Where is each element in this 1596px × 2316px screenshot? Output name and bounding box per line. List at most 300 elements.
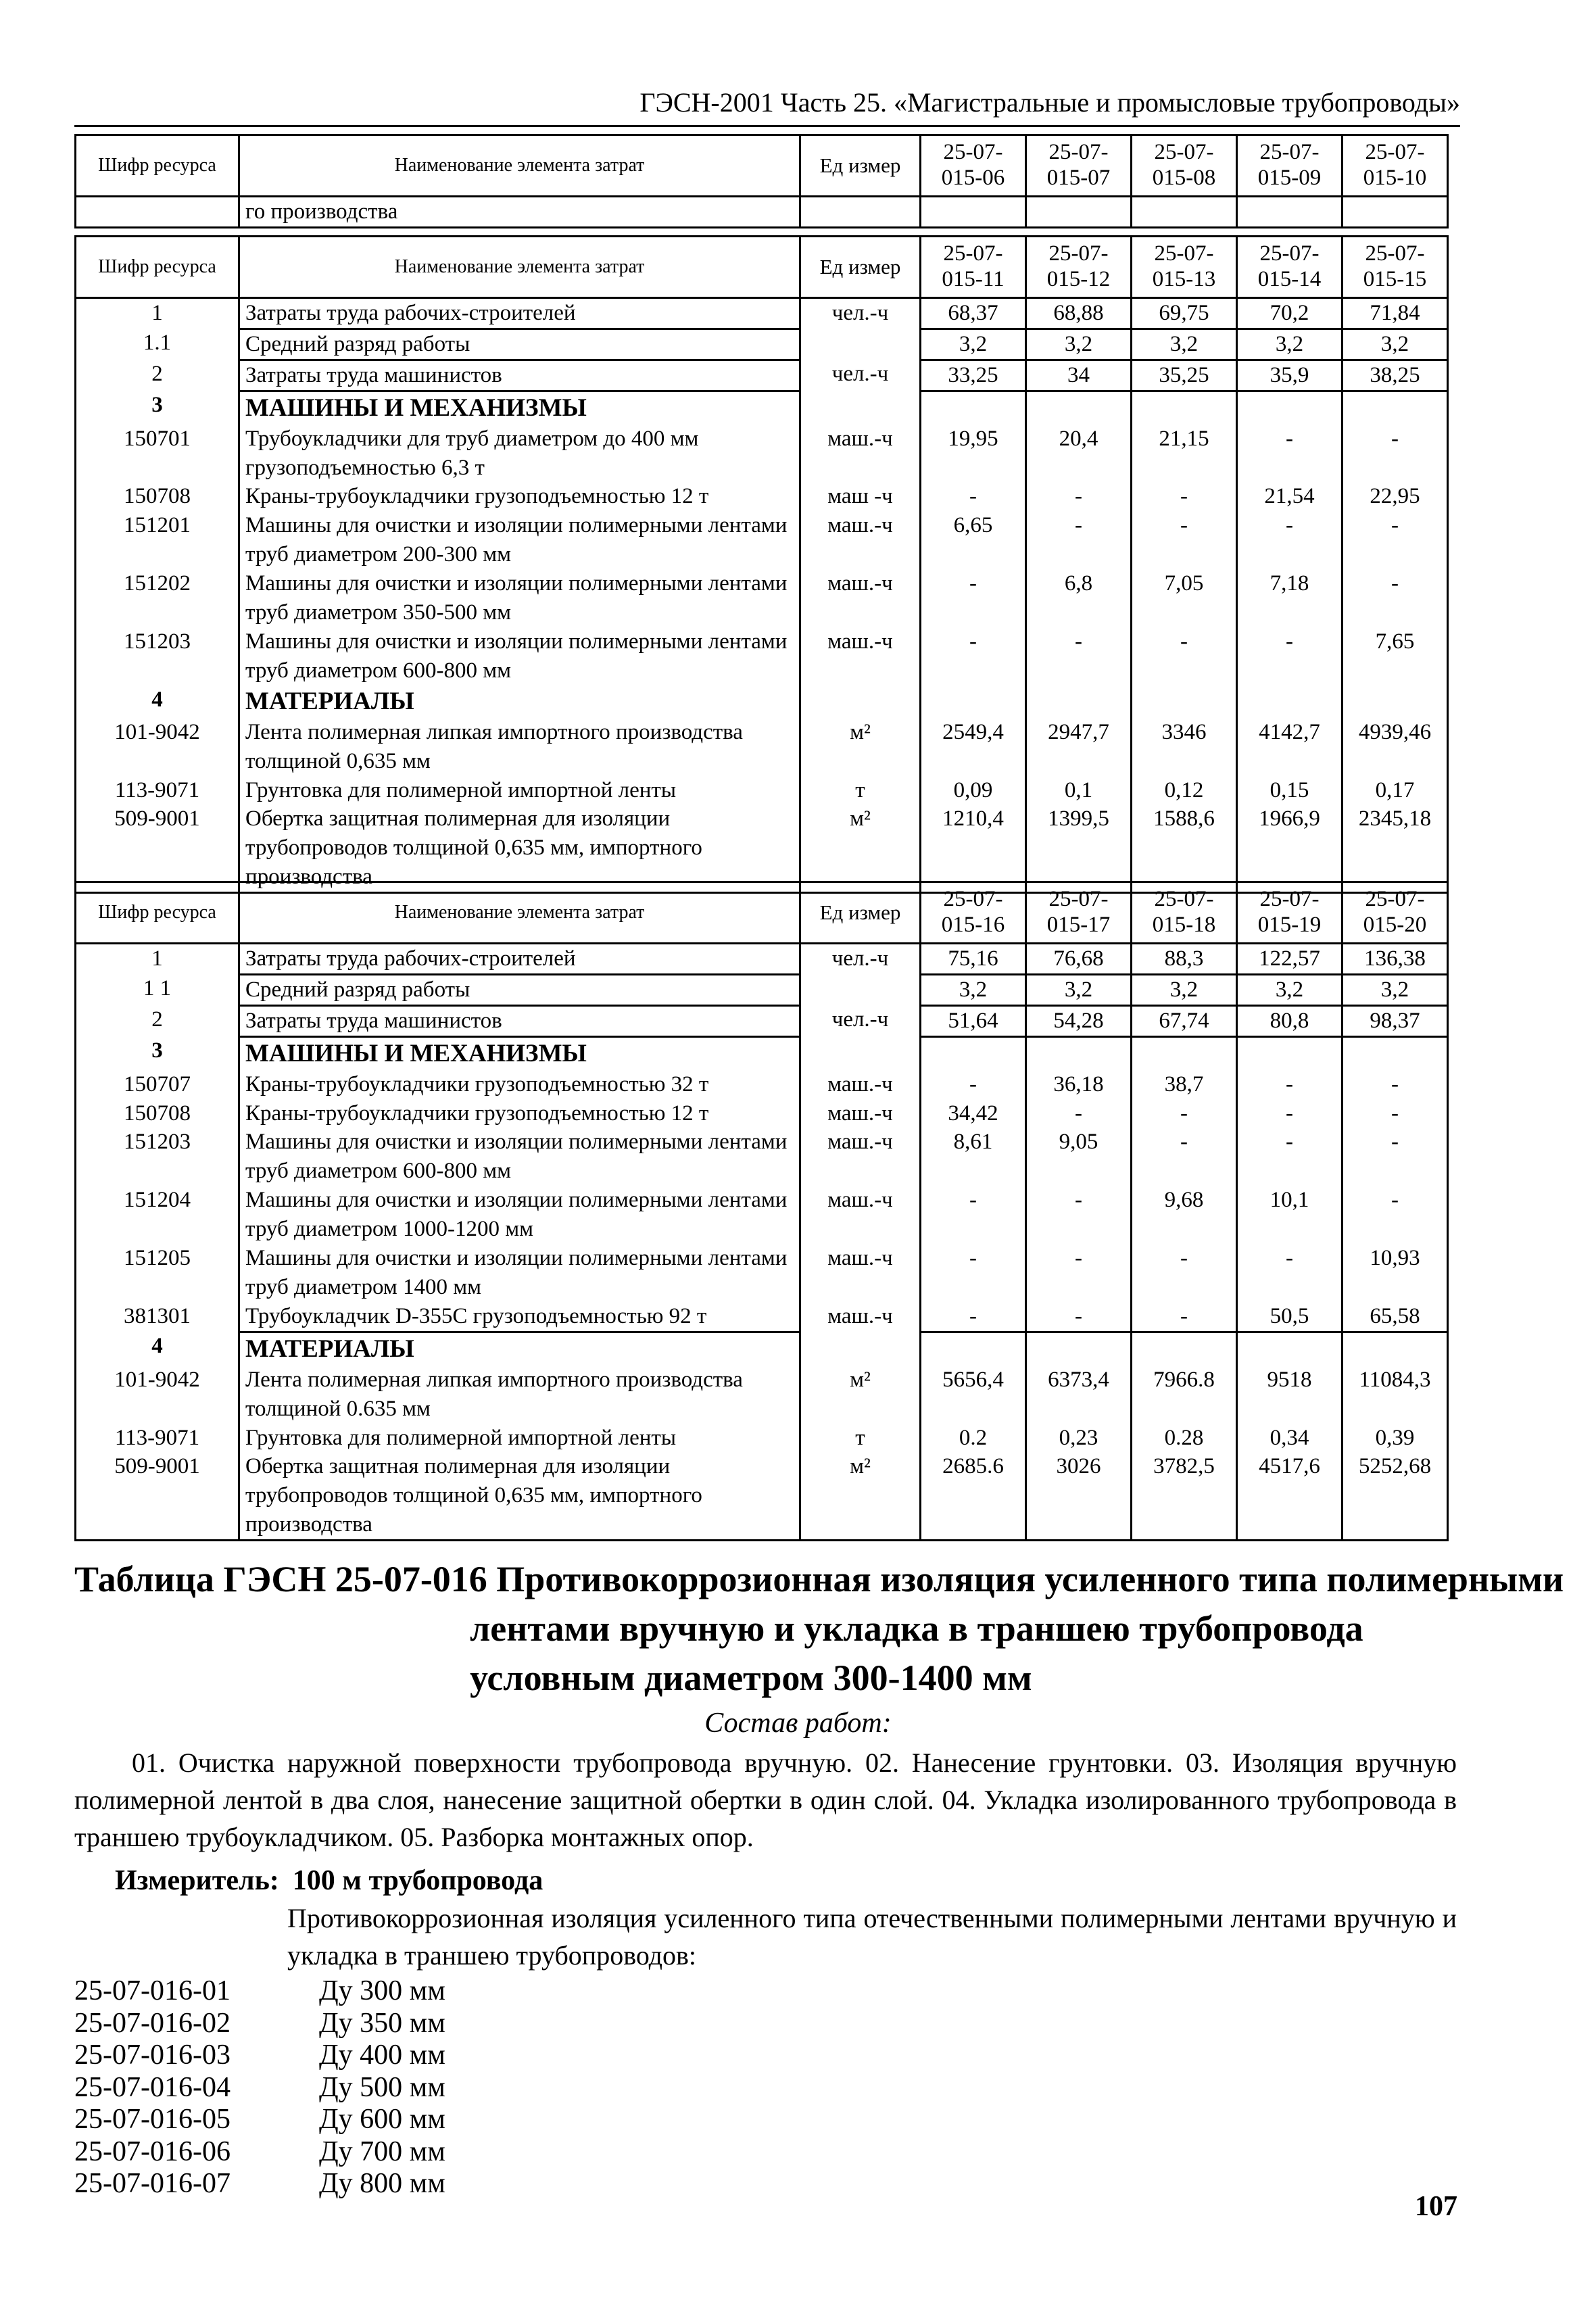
- cell-value: 71,84: [1343, 297, 1448, 329]
- cell-name: Трубоукладчики для труб диаметром до 400 мм грузоподъемностью 6,3 т: [239, 425, 800, 483]
- cell-value: [921, 196, 1026, 227]
- cell-value: 4517,6: [1237, 1452, 1343, 1540]
- cell-value: 0,15: [1237, 776, 1343, 805]
- cell-code: 509-9001: [76, 1452, 239, 1540]
- cell-value: 2685.6: [921, 1452, 1026, 1540]
- cell-code: 151203: [76, 627, 239, 685]
- cell-value: 3,2: [1237, 974, 1343, 1005]
- cell-name: Затраты труда машинистов: [239, 360, 800, 391]
- cell-value: 75,16: [921, 943, 1026, 974]
- table-row: [76, 1005, 1448, 1036]
- col-header-norm: 25-07- 015-16: [921, 882, 1026, 944]
- col-header-norm: 25-07- 015-07: [1026, 135, 1132, 197]
- table-row: [76, 1302, 1448, 1332]
- cell-value: [1132, 196, 1237, 227]
- cell-name: Машины для очистки и изоляции полимерными лентами труб диаметром 1400 мм: [239, 1244, 800, 1302]
- col-header-norm: 25-07- 015-18: [1132, 882, 1237, 944]
- cell-value: 0,12: [1132, 776, 1237, 805]
- cell-value: 6,65: [921, 511, 1026, 569]
- col-header-code: Шифр ресурса: [76, 135, 239, 197]
- col-header-norm: 25-07- 015-20: [1343, 882, 1448, 944]
- norm-item: [74, 2072, 445, 2104]
- table-header-row: [76, 237, 1448, 298]
- table-16-title-rest: лентами вручную и укладка в траншею трубопровода условным диаметром 300-1400 мм: [470, 1608, 1363, 1698]
- cell-value: -: [1026, 1186, 1132, 1244]
- table-row: [76, 1128, 1448, 1186]
- table-row: [76, 329, 1448, 360]
- cell-value: [1026, 196, 1132, 227]
- cell-value: [1343, 391, 1448, 425]
- cell-value: [1026, 1036, 1132, 1070]
- cell-value: [1237, 1332, 1343, 1366]
- cell-value: -: [1343, 511, 1448, 569]
- cell-value: 9,05: [1026, 1128, 1132, 1186]
- cell-name: Обертка защитная полимерная для изоляции трубопроводов толщиной 0,635 мм, импортного производства: [239, 1452, 800, 1540]
- norm-item-label: Ду 300 мм: [319, 1975, 445, 2006]
- cell-value: 6373,4: [1026, 1366, 1132, 1424]
- cell-name: Машины для очистки и изоляции полимерными лентами труб диаметром 350-500 мм: [239, 569, 800, 627]
- cell-value: 3,2: [1237, 329, 1343, 360]
- col-header-norm: 25-07- 015-12: [1026, 237, 1132, 298]
- cell-code: 151204: [76, 1186, 239, 1244]
- cell-value: 5656,4: [921, 1366, 1026, 1424]
- cell-value: -: [1343, 1070, 1448, 1099]
- table-16-title-line1: Таблица ГЭСН 25-07-016 Противокоррозионная изоляция усиленного типа полимерными: [74, 1559, 1564, 1599]
- cell-value: 35,9: [1237, 360, 1343, 391]
- cell-name: Затраты труда рабочих-строителей: [239, 943, 800, 974]
- table-row: [76, 569, 1448, 627]
- cell-unit: м²: [800, 804, 921, 892]
- cell-value: [1026, 1332, 1132, 1366]
- cell-value: 50,5: [1237, 1302, 1343, 1332]
- table-row: [76, 804, 1448, 892]
- cell-value: 6,8: [1026, 569, 1132, 627]
- cell-value: 0,09: [921, 776, 1026, 805]
- cell-code: 101-9042: [76, 1366, 239, 1424]
- cell-value: 22,95: [1343, 482, 1448, 511]
- table-row: [76, 511, 1448, 569]
- cell-value: 68,88: [1026, 297, 1132, 329]
- table-row: [76, 1424, 1448, 1453]
- col-header-name: Наименование элемента затрат: [239, 237, 800, 298]
- cell-code: 151201: [76, 511, 239, 569]
- cell-value: -: [1026, 1099, 1132, 1128]
- cell-value: [1132, 1036, 1237, 1070]
- cell-value: [1343, 685, 1448, 718]
- table-row: [76, 974, 1448, 1005]
- cell-value: 1399,5: [1026, 804, 1132, 892]
- col-header-norm: 25-07- 015-06: [921, 135, 1026, 197]
- cell-value: 33,25: [921, 360, 1026, 391]
- table-16-title: [74, 1555, 1564, 1703]
- cell-value: 65,58: [1343, 1302, 1448, 1332]
- table-row: [76, 685, 1448, 718]
- cell-name: Краны-трубоукладчики грузоподъемностью 32 т: [239, 1070, 800, 1099]
- resource-table-015-11-15: [74, 235, 1449, 894]
- running-header: ГЭСН-2001 Часть 25. «Магистральные и промысловые трубопроводы»: [74, 87, 1460, 127]
- norm-item-label: Ду 350 мм: [319, 2007, 445, 2039]
- cell-value: -: [1343, 569, 1448, 627]
- cell-value: -: [1343, 1128, 1448, 1186]
- cell-value: -: [1237, 1070, 1343, 1099]
- measure-value: 100 м трубопровода: [292, 1865, 543, 1896]
- cell-unit: [800, 196, 921, 227]
- cell-code: 2: [76, 1005, 239, 1036]
- cell-value: 7966.8: [1132, 1366, 1237, 1424]
- measure-label: Измеритель:: [115, 1865, 279, 1896]
- cell-value: -: [921, 627, 1026, 685]
- table-header-row: [76, 135, 1448, 197]
- cell-section-name: МАТЕРИАЛЫ: [239, 1332, 800, 1366]
- cell-unit: маш.-ч: [800, 1302, 921, 1332]
- cell-name: Машины для очистки и изоляции полимерными лентами труб диаметром 600-800 мм: [239, 1128, 800, 1186]
- cell-name: Машины для очистки и изоляции полимерными лентами труб диаметром 600-800 мм: [239, 627, 800, 685]
- cell-value: 51,64: [921, 1005, 1026, 1036]
- cell-unit: [800, 1036, 921, 1070]
- col-header-norm: 25-07- 015-14: [1237, 237, 1343, 298]
- cell-value: 3346: [1132, 718, 1237, 776]
- norm-item: [74, 1975, 445, 2008]
- cell-code: 3: [76, 1036, 239, 1070]
- cell-code: 150708: [76, 482, 239, 511]
- cell-unit: чел.-ч: [800, 943, 921, 974]
- cell-value: 2947,7: [1026, 718, 1132, 776]
- cell-unit: м²: [800, 718, 921, 776]
- col-header-norm: 25-07- 015-13: [1132, 237, 1237, 298]
- col-header-norm: 25-07- 015-09: [1237, 135, 1343, 197]
- cell-value: 38,25: [1343, 360, 1448, 391]
- cell-code: 151202: [76, 569, 239, 627]
- cell-unit: маш.-ч: [800, 1186, 921, 1244]
- cell-value: -: [921, 1244, 1026, 1302]
- cell-name: Машины для очистки и изоляции полимерными лентами труб диаметром 200-300 мм: [239, 511, 800, 569]
- cell-value: 98,37: [1343, 1005, 1448, 1036]
- norm-item: [74, 2008, 445, 2040]
- cell-code: 113-9071: [76, 1424, 239, 1453]
- composition-text: 01. Очистка наружной поверхности трубопровода вручную. 02. Нанесение грунтовки. 03. Изоляция вручную полимерной лентой в два слоя, нанесение защитной обертки в один слой. 04. Укладка изолированного трубопровода в траншею трубоукладчиком. 05. Разборка монтажных опор.: [74, 1747, 1457, 1853]
- cell-code: 1: [76, 943, 239, 974]
- cell-value: 3,2: [1026, 974, 1132, 1005]
- col-header-norm: 25-07- 015-08: [1132, 135, 1237, 197]
- cell-code: 4: [76, 1332, 239, 1366]
- table-row: [76, 1070, 1448, 1099]
- cell-value: 3,2: [1132, 974, 1237, 1005]
- cell-value: 88,3: [1132, 943, 1237, 974]
- cell-name: Средний разряд работы: [239, 329, 800, 360]
- cell-name: Трубоукладчик D-355C грузоподъемностью 92 т: [239, 1302, 800, 1332]
- cell-value: 11084,3: [1343, 1366, 1448, 1424]
- cell-value: 3,2: [1026, 329, 1132, 360]
- cell-code: 151203: [76, 1128, 239, 1186]
- cell-unit: м²: [800, 1366, 921, 1424]
- cell-value: 9518: [1237, 1366, 1343, 1424]
- cell-section-name: МАШИНЫ И МЕХАНИЗМЫ: [239, 1036, 800, 1070]
- cell-value: 0,39: [1343, 1424, 1448, 1453]
- cell-name: Грунтовка для полимерной импортной ленты: [239, 1424, 800, 1453]
- norm-items-list: [74, 1975, 445, 2200]
- col-header-code: Шифр ресурса: [76, 237, 239, 298]
- cell-value: [1132, 1332, 1237, 1366]
- cell-code: 113-9071: [76, 776, 239, 805]
- cell-name: Машины для очистки и изоляции полимерными лентами труб диаметром 1000-1200 мм: [239, 1186, 800, 1244]
- cell-value: -: [921, 1302, 1026, 1332]
- table-row: [76, 360, 1448, 391]
- cell-value: [1343, 1036, 1448, 1070]
- cell-value: 80,8: [1237, 1005, 1343, 1036]
- cell-value: [1343, 196, 1448, 227]
- cell-value: 38,7: [1132, 1070, 1237, 1099]
- composition-heading: Состав работ:: [704, 1708, 892, 1739]
- cell-value: 70,2: [1237, 297, 1343, 329]
- cell-value: 2549,4: [921, 718, 1026, 776]
- cell-value: 36,18: [1026, 1070, 1132, 1099]
- col-header-code: Шифр ресурса: [76, 882, 239, 944]
- norm-item-label: Ду 700 мм: [319, 2136, 445, 2167]
- cell-value: 9,68: [1132, 1186, 1237, 1244]
- cell-value: 54,28: [1026, 1005, 1132, 1036]
- table-row: [76, 297, 1448, 329]
- norm-item-label: Ду 600 мм: [319, 2104, 445, 2135]
- table-row: [76, 1099, 1448, 1128]
- col-header-norm: 25-07- 015-15: [1343, 237, 1448, 298]
- cell-value: [1132, 685, 1237, 718]
- col-header-norm: 25-07- 015-10: [1343, 135, 1448, 197]
- cell-code: 509-9001: [76, 804, 239, 892]
- cell-name: Обертка защитная полимерная для изоляции трубопроводов толщиной 0,635 мм, импортного производства: [239, 804, 800, 892]
- table-header-row: [76, 882, 1448, 944]
- resource-table-015-06-10: [74, 134, 1449, 228]
- cell-value: -: [1026, 1302, 1132, 1332]
- cell-value: -: [1132, 511, 1237, 569]
- cell-value: 3026: [1026, 1452, 1132, 1540]
- cell-code: 3: [76, 391, 239, 425]
- cell-value: 68,37: [921, 297, 1026, 329]
- cell-value: -: [1237, 1128, 1343, 1186]
- col-header-name: Наименование элемента затрат: [239, 135, 800, 197]
- cell-value: 10,1: [1237, 1186, 1343, 1244]
- cell-section-name: МАТЕРИАЛЫ: [239, 685, 800, 718]
- cell-value: 3,2: [1343, 974, 1448, 1005]
- cell-value: -: [1132, 627, 1237, 685]
- cell-name: Лента полимерная липкая импортного производства толщиной 0.635 мм: [239, 1366, 800, 1424]
- table-row: [76, 1036, 1448, 1070]
- table-row: [76, 943, 1448, 974]
- cell-code: 150707: [76, 1070, 239, 1099]
- norm-item: [74, 2040, 445, 2072]
- cell-unit: маш.-ч: [800, 1070, 921, 1099]
- norm-item-label: Ду 500 мм: [319, 2071, 445, 2103]
- cell-unit: [800, 1332, 921, 1366]
- cell-value: 3,2: [921, 974, 1026, 1005]
- cell-name: Средний разряд работы: [239, 974, 800, 1005]
- cell-name: го производства: [239, 196, 800, 227]
- cell-value: [921, 685, 1026, 718]
- cell-value: 5252,68: [1343, 1452, 1448, 1540]
- norm-item-code: 25-07-016-06: [74, 2136, 231, 2167]
- cell-value: 0,17: [1343, 776, 1448, 805]
- table-row: [76, 1244, 1448, 1302]
- cell-code: 1 1: [76, 974, 239, 1005]
- norm-item-code: 25-07-016-05: [74, 2104, 231, 2135]
- cell-value: [1237, 391, 1343, 425]
- cell-value: -: [1132, 482, 1237, 511]
- norm-item: [74, 2136, 445, 2169]
- norm-item-code: 25-07-016-02: [74, 2007, 231, 2039]
- cell-value: 2345,18: [1343, 804, 1448, 892]
- cell-value: 122,57: [1237, 943, 1343, 974]
- cell-unit: т: [800, 1424, 921, 1453]
- cell-code: 381301: [76, 1302, 239, 1332]
- norm-item-code: 25-07-016-01: [74, 1975, 231, 2006]
- norm-item: [74, 2168, 445, 2200]
- cell-value: -: [1132, 1244, 1237, 1302]
- cell-name: Краны-трубоукладчики грузоподъемностью 12 т: [239, 482, 800, 511]
- table-row: [76, 1186, 1448, 1244]
- cell-value: -: [1132, 1099, 1237, 1128]
- table-row: [76, 482, 1448, 511]
- cell-value: -: [921, 1070, 1026, 1099]
- cell-value: 8,61: [921, 1128, 1026, 1186]
- cell-code: 101-9042: [76, 718, 239, 776]
- page-number: 107: [1415, 2191, 1457, 2222]
- table-row: [76, 1366, 1448, 1424]
- cell-value: 1210,4: [921, 804, 1026, 892]
- cell-value: 7,05: [1132, 569, 1237, 627]
- cell-value: 0,1: [1026, 776, 1132, 805]
- cell-value: 0.2: [921, 1424, 1026, 1453]
- measure-line: [115, 1864, 543, 1897]
- cell-name: Затраты труда рабочих-строителей: [239, 297, 800, 329]
- col-header-norm: 25-07- 015-11: [921, 237, 1026, 298]
- cell-value: -: [1132, 1128, 1237, 1186]
- cell-value: 136,38: [1343, 943, 1448, 974]
- cell-value: 3,2: [1132, 329, 1237, 360]
- cell-value: 20,4: [1026, 425, 1132, 483]
- col-header-unit: Ед измер: [800, 237, 921, 298]
- cell-unit: чел.-ч: [800, 1005, 921, 1036]
- resource-table-015-16-20: [74, 881, 1449, 1541]
- cell-name: Затраты труда машинистов: [239, 1005, 800, 1036]
- table-row: [76, 1332, 1448, 1366]
- cell-value: -: [1237, 425, 1343, 483]
- cell-value: 21,15: [1132, 425, 1237, 483]
- cell-value: 69,75: [1132, 297, 1237, 329]
- cell-value: 4939,46: [1343, 718, 1448, 776]
- cell-value: -: [1026, 627, 1132, 685]
- cell-name: Краны-трубоукладчики грузоподъемностью 12 т: [239, 1099, 800, 1128]
- norm-description: Противокоррозионная изоляция усиленного типа отечественными полимерными лентами вручную и укладка в траншею трубопроводов:: [287, 1903, 1457, 1971]
- cell-unit: маш.-ч: [800, 425, 921, 483]
- cell-value: -: [1026, 511, 1132, 569]
- cell-value: 35,25: [1132, 360, 1237, 391]
- col-header-norm: 25-07- 015-17: [1026, 882, 1132, 944]
- cell-value: -: [1132, 1302, 1237, 1332]
- norm-item-label: Ду 800 мм: [319, 2168, 445, 2199]
- cell-value: -: [1343, 1186, 1448, 1244]
- table-row: [76, 1452, 1448, 1540]
- cell-name: Грунтовка для полимерной импортной ленты: [239, 776, 800, 805]
- norm-item-label: Ду 400 мм: [319, 2040, 445, 2071]
- cell-name: Лента полимерная липкая импортного производства толщиной 0,635 мм: [239, 718, 800, 776]
- cell-value: 3,2: [921, 329, 1026, 360]
- cell-value: [1237, 685, 1343, 718]
- cell-value: -: [1237, 627, 1343, 685]
- cell-section-name: МАШИНЫ И МЕХАНИЗМЫ: [239, 391, 800, 425]
- cell-value: [1132, 391, 1237, 425]
- cell-unit: маш.-ч: [800, 1128, 921, 1186]
- cell-value: 0,23: [1026, 1424, 1132, 1453]
- cell-value: [1237, 1036, 1343, 1070]
- col-header-unit: Ед измер: [800, 135, 921, 197]
- cell-value: 1588,6: [1132, 804, 1237, 892]
- cell-unit: [800, 329, 921, 360]
- cell-unit: маш.-ч: [800, 569, 921, 627]
- cell-unit: маш.-ч: [800, 1099, 921, 1128]
- cell-value: 0,34: [1237, 1424, 1343, 1453]
- cell-value: -: [1343, 425, 1448, 483]
- cell-code: 150701: [76, 425, 239, 483]
- cell-unit: [800, 391, 921, 425]
- cell-value: [921, 1036, 1026, 1070]
- col-header-name: Наименование элемента затрат: [239, 882, 800, 944]
- norm-item-code: 25-07-016-07: [74, 2168, 231, 2199]
- cell-value: 19,95: [921, 425, 1026, 483]
- cell-value: 3782,5: [1132, 1452, 1237, 1540]
- cell-value: 0.28: [1132, 1424, 1237, 1453]
- cell-code: 2: [76, 360, 239, 391]
- cell-value: 34: [1026, 360, 1132, 391]
- table-row: [76, 776, 1448, 805]
- cell-value: -: [1237, 1244, 1343, 1302]
- cell-value: -: [1237, 511, 1343, 569]
- norm-item: [74, 2104, 445, 2136]
- cell-unit: маш.-ч: [800, 1244, 921, 1302]
- cell-unit: чел.-ч: [800, 360, 921, 391]
- cell-code: [76, 196, 239, 227]
- cell-value: 3,2: [1343, 329, 1448, 360]
- cell-unit: маш.-ч: [800, 627, 921, 685]
- cell-unit: [800, 685, 921, 718]
- cell-code: 4: [76, 685, 239, 718]
- cell-value: 34,42: [921, 1099, 1026, 1128]
- col-header-norm: 25-07- 015-19: [1237, 882, 1343, 944]
- cell-value: -: [921, 569, 1026, 627]
- cell-unit: чел.-ч: [800, 297, 921, 329]
- cell-value: [921, 1332, 1026, 1366]
- cell-value: 1966,9: [1237, 804, 1343, 892]
- norm-item-code: 25-07-016-03: [74, 2040, 231, 2071]
- cell-value: 76,68: [1026, 943, 1132, 974]
- cell-code: 1: [76, 297, 239, 329]
- cell-value: [921, 391, 1026, 425]
- table-row: [76, 718, 1448, 776]
- cell-value: [1026, 391, 1132, 425]
- cell-code: 151205: [76, 1244, 239, 1302]
- table-row: [76, 425, 1448, 483]
- cell-value: -: [921, 1186, 1026, 1244]
- cell-unit: м²: [800, 1452, 921, 1540]
- continuation-row: [76, 196, 1448, 227]
- cell-value: 7,65: [1343, 627, 1448, 685]
- cell-value: 10,93: [1343, 1244, 1448, 1302]
- table-row: [76, 391, 1448, 425]
- cell-unit: т: [800, 776, 921, 805]
- cell-code: 150708: [76, 1099, 239, 1128]
- cell-unit: маш -ч: [800, 482, 921, 511]
- table-row: [76, 627, 1448, 685]
- cell-value: -: [1026, 1244, 1132, 1302]
- cell-value: [1343, 1332, 1448, 1366]
